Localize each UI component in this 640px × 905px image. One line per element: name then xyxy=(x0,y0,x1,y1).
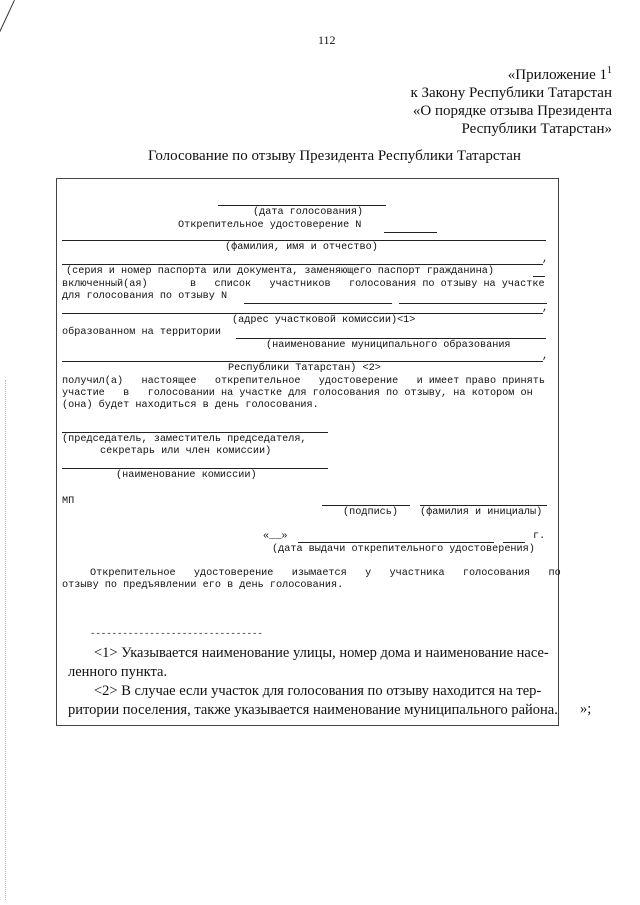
passport-caption-line xyxy=(533,276,545,277)
commission-address-field[interactable] xyxy=(62,313,543,314)
signature-field[interactable] xyxy=(322,505,410,506)
comma-3: , xyxy=(542,351,549,362)
closing-quote: »; xyxy=(580,701,592,717)
chair-caption-1: (председатель, заместитель председателя, xyxy=(62,434,307,445)
issue-date-caption: (дата выдачи открепительного удостоверения) xyxy=(272,544,535,555)
republic-caption: Республики Татарстан) <2> xyxy=(228,363,381,374)
received-text-1: получил(а) настоящее открепительное удостоверение и имеет право принять xyxy=(62,376,545,387)
footnote-2 xyxy=(68,682,558,720)
passport-caption: (серия и номер паспорта или документа, заменяющего паспорт гражданина) xyxy=(66,266,494,277)
header-line-1: «Приложение $1^1$ xyxy=(507,65,612,83)
comma-2: , xyxy=(542,303,549,314)
appendix-header xyxy=(410,62,612,138)
received-text-3: (она) будет находиться в день голосования. xyxy=(62,400,319,411)
precinct-number-field[interactable] xyxy=(244,303,392,304)
scan-edge-mark xyxy=(0,0,15,55)
formed-label: образованном на территории xyxy=(62,327,221,338)
footnote-1-line-2: ленного пункта. xyxy=(68,664,168,680)
commission-address-caption: (адрес участковой комиссии)<1> xyxy=(232,315,416,326)
scan-edge-dots xyxy=(5,380,7,900)
municipality-field[interactable] xyxy=(236,338,546,339)
fio-field[interactable] xyxy=(62,240,546,241)
issue-month-field[interactable] xyxy=(298,542,494,543)
included-label: включенный(ая) xyxy=(62,279,148,290)
passport-field[interactable] xyxy=(62,264,543,265)
municipality-caption: (наименование муниципального образования xyxy=(266,340,511,351)
withdrawal-text-1: Открепительное удостоверение изымается у участника голосования по xyxy=(90,568,561,579)
commission-name-caption: (наименование комиссии) xyxy=(116,470,257,481)
date-line xyxy=(218,205,386,206)
footnote-1 xyxy=(68,644,554,682)
date-caption: (дата голосования) xyxy=(253,207,364,218)
initials-field[interactable] xyxy=(420,505,547,506)
included-text: в список участников голосования по отзыву на участке xyxy=(190,279,545,290)
certificate-number-label: Открепительное удостоверение N xyxy=(178,220,362,231)
comma-1: , xyxy=(542,254,549,265)
header-line-2: к Закону Республики Татарстан xyxy=(410,85,612,101)
fio-caption: (фамилия, имя и отчество) xyxy=(225,242,378,253)
withdrawal-text-2: отзыву по предъявлении его в день голосования. xyxy=(62,580,344,591)
signature-caption: (подпись) xyxy=(343,507,399,518)
issue-year-field[interactable] xyxy=(503,542,525,543)
footnote-2-line-1: <2> В случае если участок для голосования по отзыву находится на тер- xyxy=(94,683,542,699)
seal-label: МП xyxy=(62,496,75,507)
header-line-3: «О порядке отзыва Президента xyxy=(412,103,612,119)
footnote-rule: -------------------------------- xyxy=(90,629,263,639)
initials-caption: (фамилия и инициалы) xyxy=(420,507,543,518)
certificate-number-field[interactable] xyxy=(384,232,437,233)
footnote-2-line-2: ритории поселения, также указывается наименование муниципального района. xyxy=(68,702,558,718)
page-number: 112 xyxy=(318,33,336,47)
header-superscript: 1 xyxy=(607,65,612,76)
issue-day: «__» xyxy=(263,531,288,542)
chair-caption-2: секретарь или член комиссии) xyxy=(100,446,272,457)
precinct-extra-field[interactable] xyxy=(399,303,547,304)
document-title: Голосование по отзыву Президента Республики Татарстан xyxy=(148,148,521,164)
chair-field[interactable] xyxy=(62,432,328,433)
footnote-1-line-1: <1> Указывается наименование улицы, номер дома и наименование насе- xyxy=(94,645,549,661)
received-text-2: участие в голосовании на участке для голосования по отзыву, на котором он xyxy=(62,388,533,399)
municipality-continue-field[interactable] xyxy=(62,361,543,362)
precinct-label: для голосования по отзыву N xyxy=(62,291,228,302)
commission-name-field[interactable] xyxy=(62,468,328,469)
year-suffix: г. xyxy=(533,531,546,542)
header-line-4: Республики Татарстан» xyxy=(461,121,612,137)
